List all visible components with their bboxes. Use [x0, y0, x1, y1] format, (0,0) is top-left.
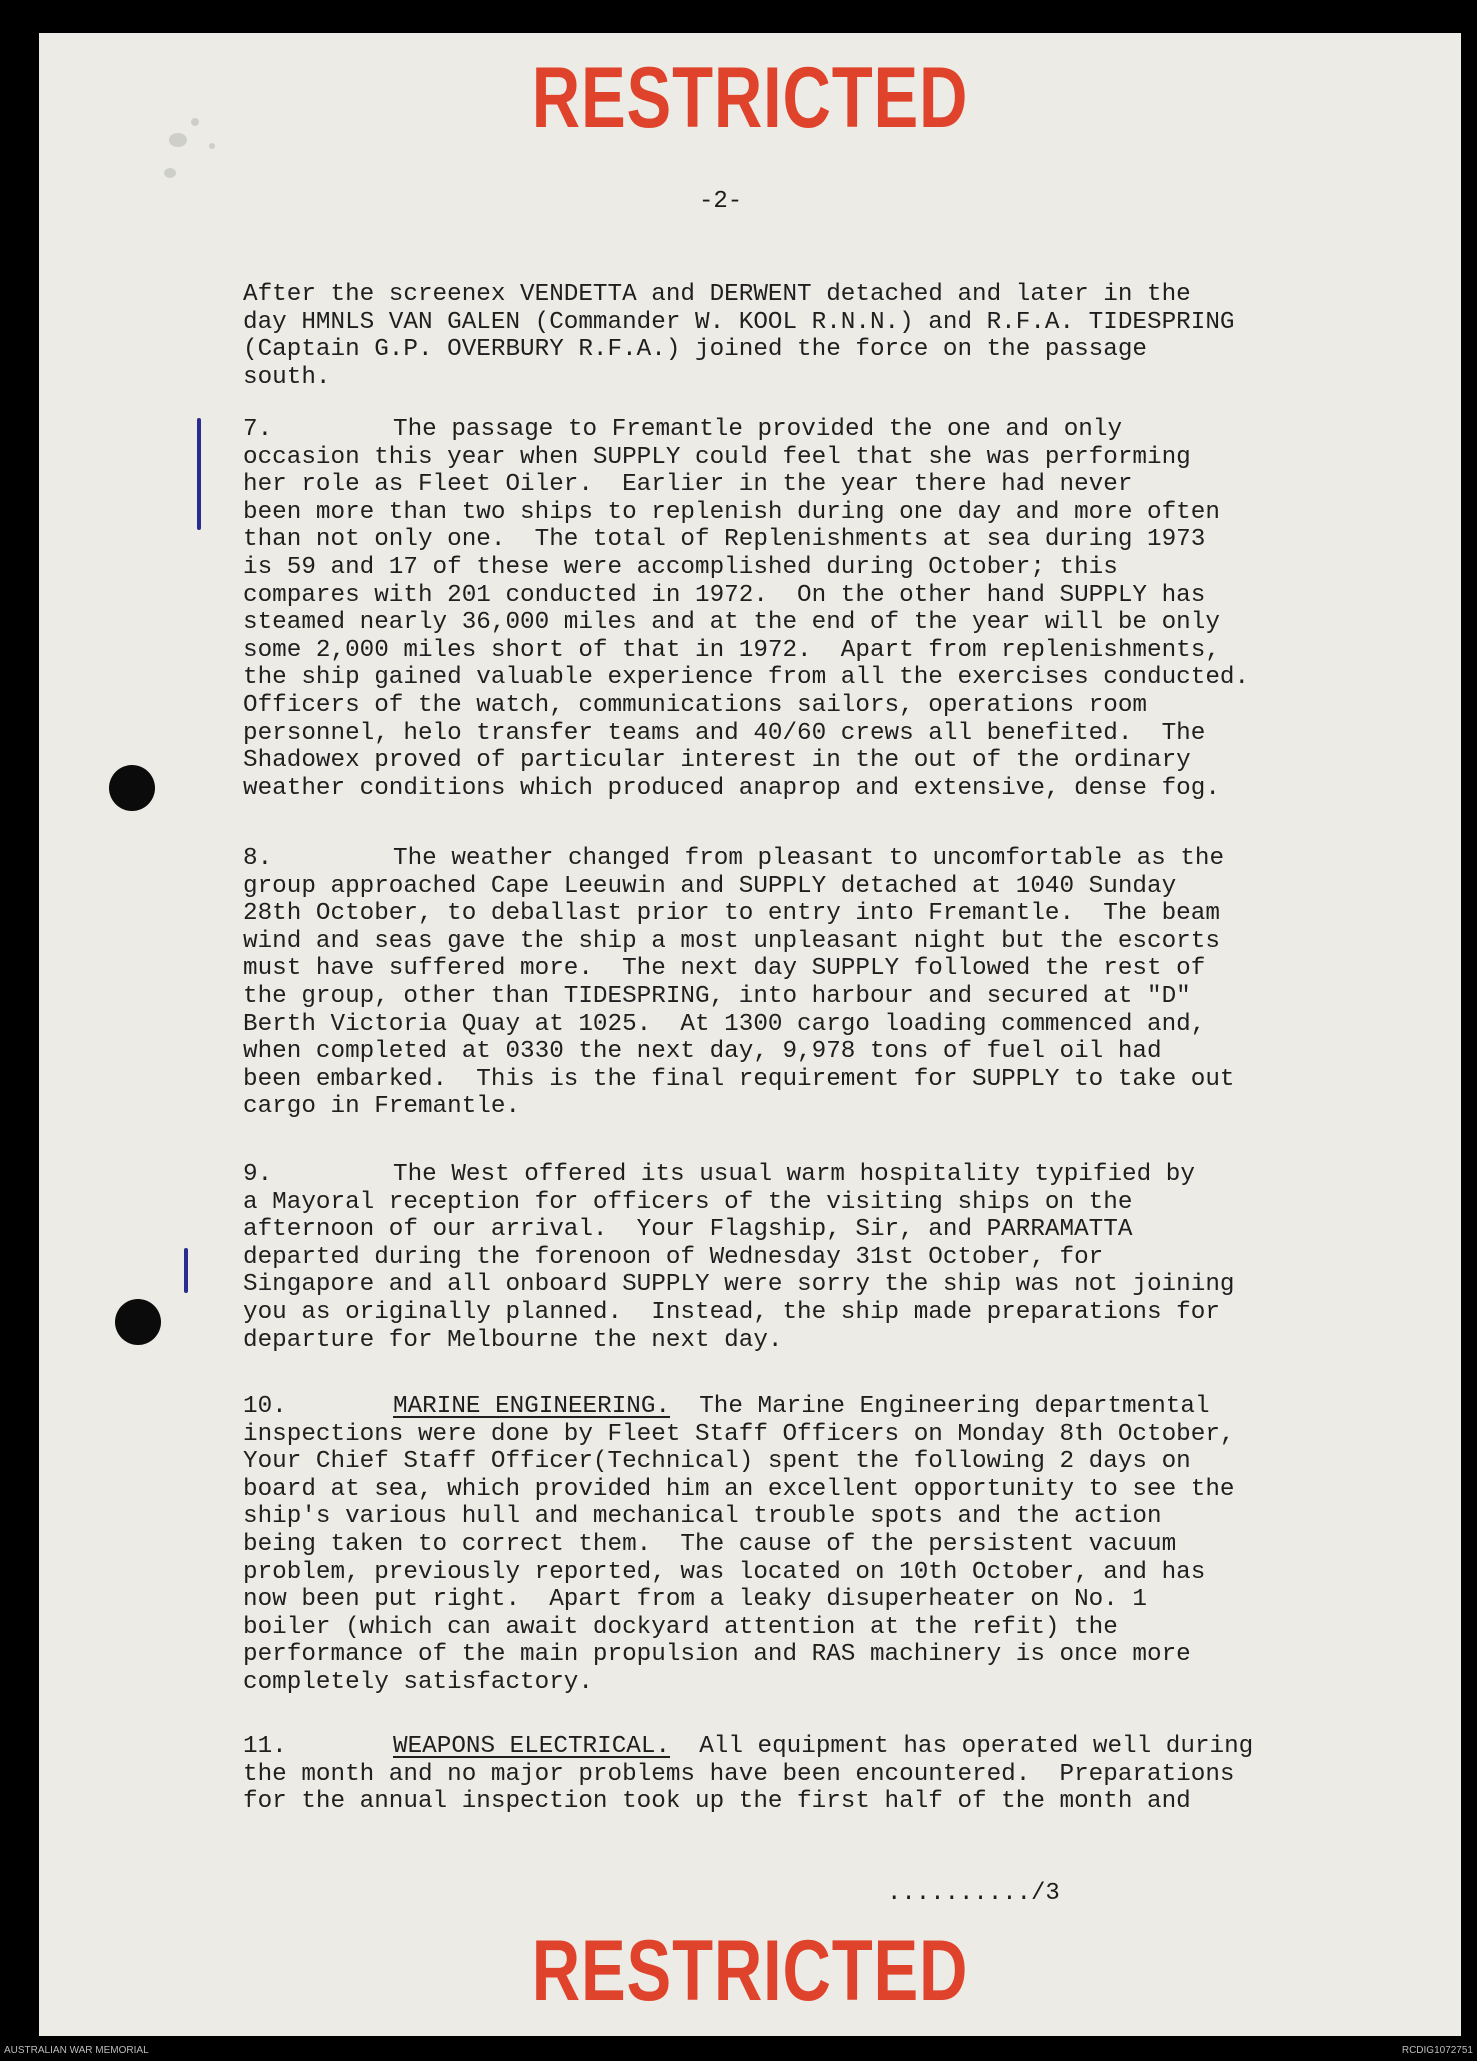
- paragraph-number: 8.: [243, 845, 273, 872]
- paragraph-head-row: [243, 845, 1303, 873]
- paragraph-head-row: [243, 416, 1303, 444]
- archive-credit: AUSTRALIAN WAR MEMORIAL: [4, 2045, 149, 2056]
- paragraph-line: boiler (which can await dockyard attention at the refit) the: [243, 1613, 1118, 1641]
- continuation-marker: ........../3: [887, 1880, 1060, 1907]
- paragraph-line: inspections were done by Fleet Staff Officers on Monday 8th October,: [243, 1420, 1235, 1448]
- paragraph-line: problem, previously reported, was located on 10th October, and has: [243, 1558, 1206, 1586]
- paragraph-head-row: [243, 1733, 1303, 1761]
- paragraph-line: a Mayoral reception for officers of the visiting ships on the: [243, 1188, 1133, 1216]
- paragraph-line: compares with 201 conducted in 1972. On the other hand SUPPLY has: [243, 581, 1206, 609]
- paragraph-line: some 2,000 miles short of that in 1972. Apart from replenishments,: [243, 636, 1220, 664]
- archive-reference: RCDIG1072751: [1401, 2045, 1473, 2056]
- paragraph-line: Shadowex proved of particular interest in the out of the ordinary: [243, 747, 1191, 775]
- paragraph-first-line: The weather changed from pleasant to uncomfortable as the: [393, 845, 1225, 872]
- paragraph-7: [243, 416, 1303, 802]
- restricted-stamp-bottom: RESTRICTED: [531, 1923, 969, 2019]
- paragraph-line: for the annual inspection took up the first half of the month and: [243, 1788, 1191, 1816]
- paragraph-line: After the screenex VENDETTA and DERWENT detached and later in the: [243, 281, 1191, 308]
- restricted-stamp-top: RESTRICTED: [531, 50, 969, 146]
- paragraph-line: when completed at 0330 the next day, 9,978 tons of fuel oil had: [243, 1038, 1162, 1066]
- paragraph-number: 11.: [243, 1733, 287, 1760]
- paragraph-line: must have suffered more. The next day SUPPLY followed the rest of: [243, 955, 1206, 983]
- paragraph-line: departed during the forenoon of Wednesday 31st October, for: [243, 1243, 1104, 1271]
- paper-sheet: [39, 33, 1461, 2036]
- paragraph-line: now been put right. Apart from a leaky disuperheater on No. 1: [243, 1586, 1147, 1614]
- paragraph-line: Your Chief Staff Officer(Technical) spent the following 2 days on: [243, 1448, 1191, 1476]
- paragraph-line: afternoon of our arrival. Your Flagship, Sir, and PARRAMATTA: [243, 1216, 1133, 1244]
- margin-pen-mark: [197, 418, 201, 530]
- paragraph-line: the month and no major problems have been encountered. Preparations: [243, 1760, 1235, 1788]
- paragraph-line: her role as Fleet Oiler. Earlier in the year there had never: [243, 471, 1133, 499]
- paragraph-10: [243, 1393, 1303, 1697]
- paragraph-number: 10.: [243, 1393, 287, 1420]
- section-heading: MARINE ENGINEERING.: [393, 1393, 671, 1420]
- paragraph-line: 28th October, to deballast prior to entry into Fremantle. The beam: [243, 900, 1220, 928]
- paragraph-line: been embarked. This is the final requirement for SUPPLY to take out: [243, 1065, 1235, 1093]
- paragraph-line: occasion this year when SUPPLY could feel that she was performing: [243, 443, 1191, 471]
- paragraph-first-line: The West offered its usual warm hospitality typified by: [393, 1161, 1195, 1188]
- paragraph-line: day HMNLS VAN GALEN (Commander W. KOOL R.N.N.) and R.F.A. TIDESPRING: [243, 308, 1235, 336]
- paragraph-line: being taken to correct them. The cause of the persistent vacuum: [243, 1530, 1177, 1558]
- paragraph-line: is 59 and 17 of these were accomplished during October; this: [243, 553, 1118, 581]
- margin-pen-mark: [184, 1248, 188, 1293]
- paragraph-first-line: The Marine Engineering departmental: [699, 1393, 1210, 1420]
- paper-speck: [164, 168, 176, 178]
- paragraph-line: than not only one. The total of Replenishments at sea during 1973: [243, 526, 1206, 554]
- paragraph-head-row: [243, 1161, 1303, 1189]
- paragraph-line: Singapore and all onboard SUPPLY were sorry the ship was not joining: [243, 1271, 1235, 1299]
- paragraph-9: [243, 1161, 1303, 1354]
- paragraph-line: weather conditions which produced anaprop and extensive, dense fog.: [243, 774, 1220, 802]
- paragraph-line: performance of the main propulsion and RAS machinery is once more: [243, 1641, 1191, 1669]
- paragraph-head-row: [243, 1393, 1303, 1421]
- paragraph-first-line: All equipment has operated well during: [699, 1733, 1254, 1760]
- paragraph-line: cargo in Fremantle.: [243, 1093, 521, 1121]
- paragraph-line: been more than two ships to replenish during one day and more often: [243, 498, 1220, 526]
- paragraph-number: 9.: [243, 1161, 273, 1188]
- page-number: -2-: [699, 188, 743, 215]
- paragraph-line: wind and seas gave the ship a most unpleasant night but the escorts: [243, 927, 1220, 955]
- paragraph-line: the group, other than TIDESPRING, into harbour and secured at "D": [243, 982, 1191, 1010]
- paragraph-line: south.: [243, 363, 331, 391]
- paragraph-line: group approached Cape Leeuwin and SUPPLY detached at 1040 Sunday: [243, 872, 1177, 900]
- paragraph-first-line: The passage to Fremantle provided the one and only: [393, 416, 1123, 443]
- paragraph-line: completely satisfactory.: [243, 1668, 593, 1696]
- paragraph-line: personnel, helo transfer teams and 40/60 crews all benefited. The: [243, 719, 1206, 747]
- paragraph-11: [243, 1733, 1303, 1816]
- paragraph-number: 7.: [243, 416, 273, 443]
- paper-speck: [169, 133, 187, 147]
- paragraph-line: departure for Melbourne the next day.: [243, 1326, 783, 1354]
- paragraph-line: (Captain G.P. OVERBURY R.F.A.) joined the force on the passage: [243, 336, 1147, 364]
- paragraph-line: Berth Victoria Quay at 1025. At 1300 cargo loading commenced and,: [243, 1010, 1206, 1038]
- intro-paragraph: [243, 281, 1303, 391]
- section-heading: WEAPONS ELECTRICAL.: [393, 1733, 671, 1760]
- paragraph-line: Officers of the watch, communications sailors, operations room: [243, 691, 1147, 719]
- paragraph-line: you as originally planned. Instead, the ship made preparations for: [243, 1298, 1220, 1326]
- paragraph-line: board at sea, which provided him an excellent opportunity to see the: [243, 1475, 1235, 1503]
- punch-hole: [115, 1299, 161, 1345]
- paragraph-line: steamed nearly 36,000 miles and at the end of the year will be only: [243, 609, 1220, 637]
- paragraph-line: ship's various hull and mechanical trouble spots and the action: [243, 1503, 1162, 1531]
- paragraph-8: [243, 845, 1303, 1121]
- paper-speck: [209, 143, 215, 149]
- punch-hole: [109, 765, 155, 811]
- paragraph-line: the ship gained valuable experience from all the exercises conducted.: [243, 664, 1250, 692]
